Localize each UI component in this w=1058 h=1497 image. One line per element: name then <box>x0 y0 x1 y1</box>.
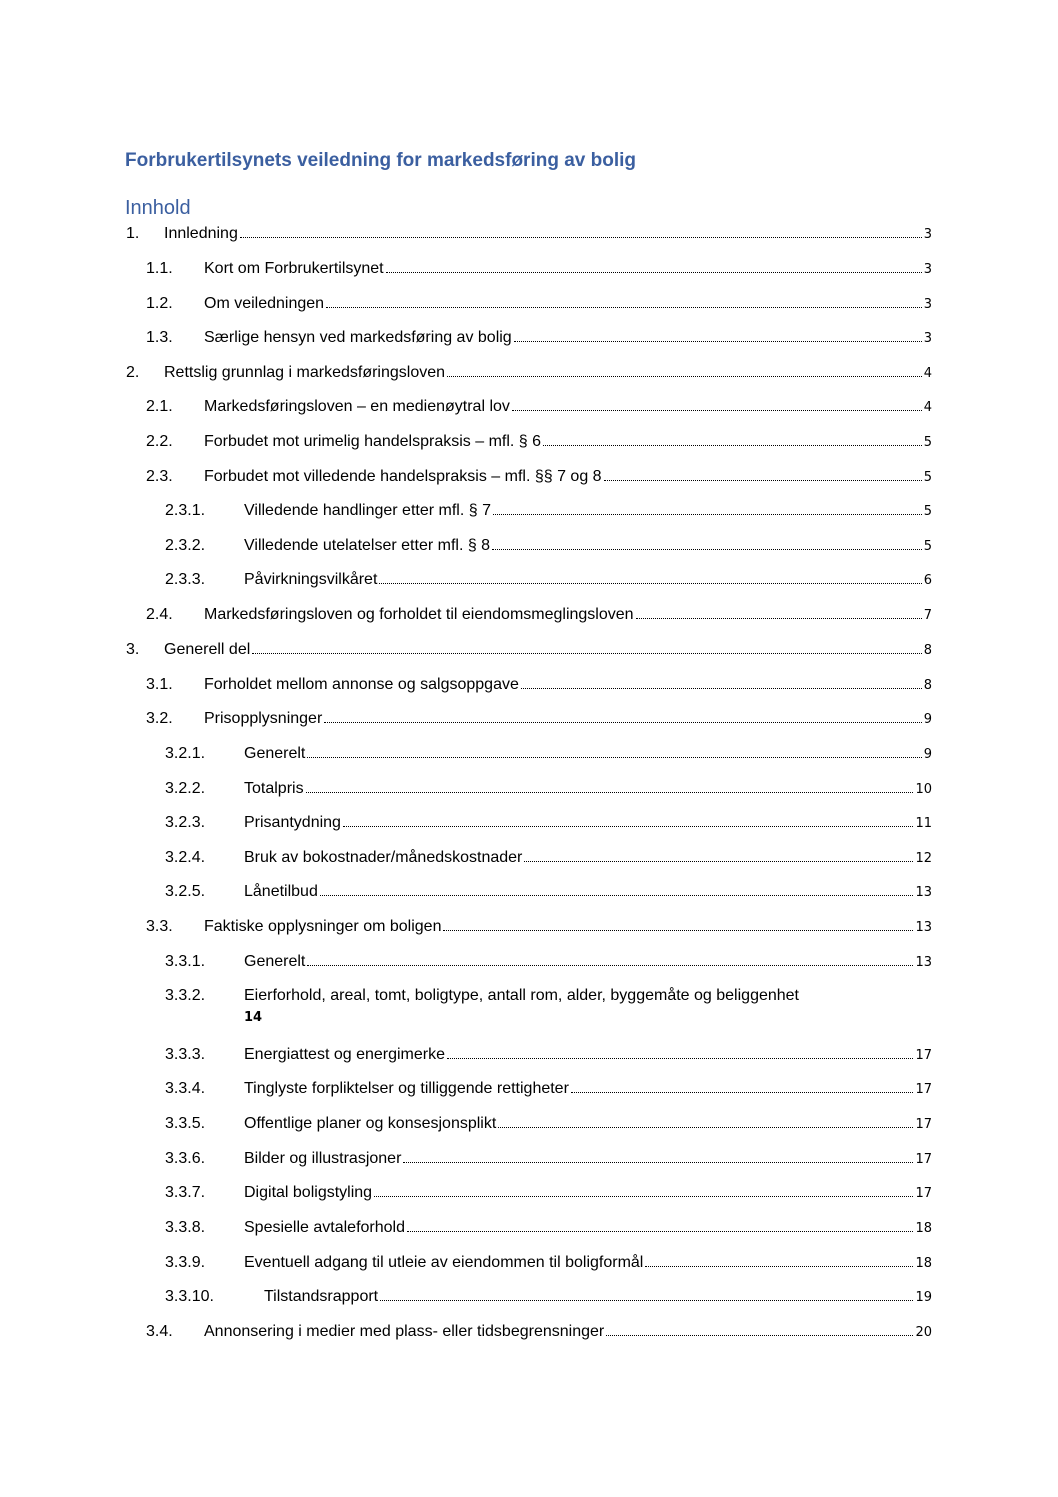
toc-text: Generelt <box>244 953 306 970</box>
toc-page: 18 <box>915 1256 932 1271</box>
toc-page: 7 <box>923 608 932 623</box>
toc-leader <box>443 930 913 931</box>
toc-leader <box>543 445 922 446</box>
toc-number: 2.1. <box>146 398 173 415</box>
toc-leader <box>524 861 913 862</box>
toc-leader <box>403 1162 913 1163</box>
toc-number: 3.2. <box>146 710 173 727</box>
toc-text: Påvirkningsvilkåret <box>244 571 378 588</box>
toc-number: 2.4. <box>146 606 173 623</box>
toc-entry[interactable] <box>0 1184 1058 1210</box>
toc-entry[interactable] <box>0 537 1058 563</box>
toc-entry[interactable] <box>0 849 1058 875</box>
toc-number: 1.2. <box>146 295 173 312</box>
toc-text: Tinglyste forpliktelser og tilliggende rettigheter <box>244 1080 569 1097</box>
toc-number: 3.3.2. <box>165 987 206 1004</box>
toc-entry[interactable] <box>0 745 1058 771</box>
toc-page: 8 <box>923 678 932 693</box>
toc-number: 3.3.6. <box>165 1150 206 1167</box>
toc-number: 3.2.3. <box>165 814 206 831</box>
toc-entry[interactable] <box>0 1150 1058 1176</box>
toc-number: 2.3.3. <box>165 571 206 588</box>
toc-number: 3.3. <box>146 918 173 935</box>
toc-page: 13 <box>915 955 932 970</box>
toc-page: 9 <box>923 747 932 762</box>
toc-entry[interactable] <box>0 260 1058 286</box>
toc-text: Lånetilbud <box>244 883 318 900</box>
toc-text: Annonsering i medier med plass- eller tidsbegrensninger <box>204 1323 605 1340</box>
toc-text: Prisopplysninger <box>204 710 323 727</box>
toc-entry[interactable] <box>0 676 1058 702</box>
toc-page: 9 <box>923 712 932 727</box>
toc-leader <box>645 1266 913 1267</box>
toc-number: 3.3.7. <box>165 1184 206 1201</box>
toc-leader <box>386 272 922 273</box>
toc-leader <box>343 826 914 827</box>
toc-text: Energiattest og energimerke <box>244 1046 445 1063</box>
toc-page: 4 <box>923 366 932 381</box>
toc-leader <box>379 583 921 584</box>
toc-entry[interactable] <box>0 468 1058 494</box>
toc-entry[interactable] <box>0 918 1058 944</box>
toc-number: 1.3. <box>146 329 173 346</box>
toc-number: 3.3.4. <box>165 1080 206 1097</box>
toc-text: Eventuell adgang til utleie av eiendommen til boligformål <box>244 1254 644 1271</box>
toc-leader <box>307 757 921 758</box>
toc-text: Kort om Forbrukertilsynet <box>204 260 384 277</box>
toc-leader <box>498 1127 913 1128</box>
toc-number: 3.2.2. <box>165 780 206 797</box>
toc-text: Generell del <box>164 641 251 658</box>
toc-text: Markedsføringsloven og forholdet til eiendomsmeglingsloven <box>204 606 634 623</box>
toc-number: 3.1. <box>146 676 173 693</box>
toc-entry[interactable] <box>0 225 1058 251</box>
toc-number: 3.2.1. <box>165 745 206 762</box>
toc-leader <box>492 549 922 550</box>
toc-page: 5 <box>923 539 932 554</box>
toc-leader <box>447 376 922 377</box>
toc-number: 2.3. <box>146 468 173 485</box>
toc-page: 3 <box>923 297 932 312</box>
toc-page: 19 <box>915 1290 932 1305</box>
toc-page: 10 <box>915 782 932 797</box>
toc-leader <box>636 618 922 619</box>
toc-number: 2. <box>126 364 140 381</box>
toc-page: 17 <box>915 1186 932 1201</box>
toc-text: Bruk av bokostnader/månedskostnader <box>244 849 523 866</box>
toc-entry[interactable] <box>0 295 1058 321</box>
toc-page: 17 <box>915 1082 932 1097</box>
toc-entry[interactable] <box>0 398 1058 424</box>
toc-entry[interactable] <box>0 502 1058 528</box>
toc-entry[interactable] <box>0 1254 1058 1280</box>
document-title: Forbrukertilsynets veiledning for markedsføring av bolig <box>125 150 636 171</box>
toc-number: 3.3.10. <box>165 1288 214 1305</box>
toc-text: Forbudet mot villedende handelspraksis – mfl. §§ 7 og 8 <box>204 468 602 485</box>
toc-leader <box>252 653 921 654</box>
toc-page: 13 <box>915 885 932 900</box>
toc-text: Om veiledningen <box>204 295 325 312</box>
toc-text: Forholdet mellom annonse og salgsoppgave <box>204 676 519 693</box>
toc-page: 11 <box>915 816 932 831</box>
toc-page: 6 <box>923 573 932 588</box>
toc-number: 2.3.1. <box>165 502 206 519</box>
toc-entry[interactable] <box>0 814 1058 840</box>
toc-page: 20 <box>915 1325 932 1340</box>
toc-text: Rettslig grunnlag i markedsføringsloven <box>164 364 446 381</box>
toc-leader <box>324 722 921 723</box>
toc-entry[interactable] <box>0 364 1058 390</box>
toc-entry[interactable] <box>0 1115 1058 1141</box>
toc-text: Generelt <box>244 745 306 762</box>
toc-number: 3.3.8. <box>165 1219 206 1236</box>
toc-entry[interactable] <box>0 710 1058 736</box>
toc-entry[interactable] <box>0 883 1058 909</box>
toc-page: 4 <box>923 400 932 415</box>
toc-page: 3 <box>923 331 932 346</box>
toc-entry[interactable] <box>0 780 1058 806</box>
toc-number: 3.3.5. <box>165 1115 206 1132</box>
toc-page: 5 <box>923 435 932 450</box>
toc-text: Prisantydning <box>244 814 341 831</box>
toc-number: 3.3.3. <box>165 1046 206 1063</box>
toc-text: Villedende handlinger etter mfl. § 7 <box>244 502 491 519</box>
toc-text: Spesielle avtaleforhold <box>244 1219 405 1236</box>
toc-page: 14 <box>244 1010 263 1025</box>
toc-entry[interactable] <box>0 641 1058 667</box>
toc-entry[interactable] <box>0 1323 1058 1349</box>
toc-text: Offentlige planer og konsesjonsplikt <box>244 1115 497 1132</box>
toc-number: 1. <box>126 225 140 242</box>
toc-text: Tilstandsrapport <box>264 1288 379 1305</box>
toc-number: 3.3.9. <box>165 1254 206 1271</box>
toc-leader <box>571 1092 914 1093</box>
toc-leader <box>521 688 922 689</box>
toc-page: 8 <box>923 643 932 658</box>
toc-leader <box>320 895 914 896</box>
toc-entry[interactable] <box>0 329 1058 355</box>
toc-text: Eierforhold, areal, tomt, boligtype, antall rom, alder, byggemåte og beliggenhet <box>244 987 799 1004</box>
toc-text: Markedsføringsloven – en medienøytral lov <box>204 398 510 415</box>
toc-page: 5 <box>923 470 932 485</box>
toc-leader <box>380 1300 913 1301</box>
toc-page: 18 <box>915 1221 932 1236</box>
toc-leader <box>604 480 922 481</box>
toc-page: 3 <box>923 227 932 242</box>
toc-leader <box>447 1058 913 1059</box>
toc-entry[interactable] <box>0 433 1058 459</box>
toc-entry[interactable] <box>0 1080 1058 1106</box>
toc-leader <box>374 1196 913 1197</box>
toc-leader <box>307 965 913 966</box>
toc-heading: Innhold <box>125 197 191 219</box>
toc-leader <box>606 1335 913 1336</box>
toc-number: 3.2.4. <box>165 849 206 866</box>
toc-page: 13 <box>915 920 932 935</box>
toc-number: 3.4. <box>146 1323 173 1340</box>
toc-text: Forbudet mot urimelig handelspraksis – mfl. § 6 <box>204 433 542 450</box>
toc-number: 2.2. <box>146 433 173 450</box>
toc-page: 5 <box>923 504 932 519</box>
toc-entry[interactable] <box>0 1219 1058 1245</box>
toc-leader <box>306 792 914 793</box>
toc-leader <box>240 237 922 238</box>
toc-page: 17 <box>915 1152 932 1167</box>
toc-leader <box>512 410 922 411</box>
toc-leader <box>407 1231 913 1232</box>
toc-leader <box>514 341 922 342</box>
toc-number: 1.1. <box>146 260 173 277</box>
toc-number: 3. <box>126 641 140 658</box>
toc-text: Faktiske opplysninger om boligen <box>204 918 442 935</box>
toc-entry[interactable] <box>0 953 1058 979</box>
toc-number: 3.3.1. <box>165 953 206 970</box>
toc-entry[interactable] <box>0 1046 1058 1072</box>
toc-text: Særlige hensyn ved markedsføring av bolig <box>204 329 512 346</box>
toc-text: Bilder og illustrasjoner <box>244 1150 402 1167</box>
toc-number: 3.2.5. <box>165 883 206 900</box>
toc-entry[interactable] <box>0 1288 1058 1314</box>
toc-entry[interactable] <box>0 571 1058 597</box>
toc-leader <box>326 307 922 308</box>
toc-number: 2.3.2. <box>165 537 206 554</box>
toc-page: 17 <box>915 1048 932 1063</box>
toc-text: Totalpris <box>244 780 304 797</box>
toc-text: Innledning <box>164 225 238 242</box>
toc-page: 12 <box>915 851 932 866</box>
toc-entry[interactable] <box>0 606 1058 632</box>
toc-text: Villedende utelatelser etter mfl. § 8 <box>244 537 491 554</box>
toc-text: Digital boligstyling <box>244 1184 373 1201</box>
toc-page: 17 <box>915 1117 932 1132</box>
toc-leader <box>493 514 922 515</box>
toc-page: 3 <box>923 262 932 277</box>
toc-entry[interactable] <box>0 987 1058 1037</box>
